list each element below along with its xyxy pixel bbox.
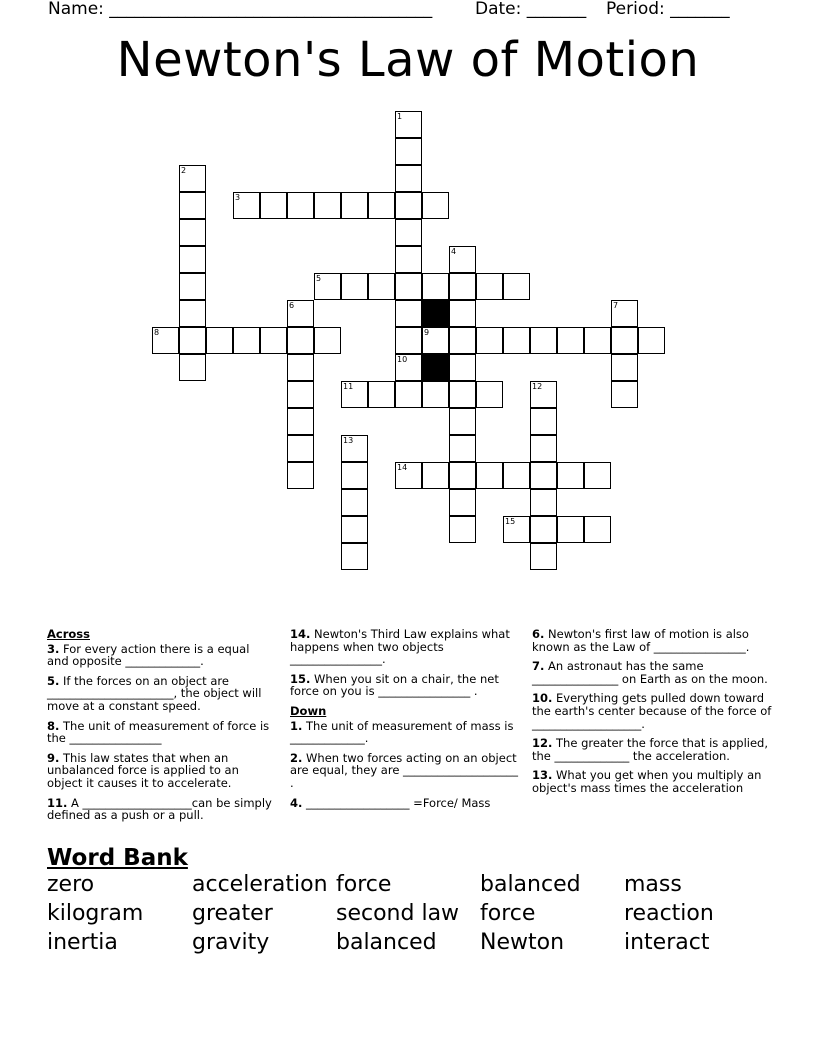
grid-cell[interactable] (341, 543, 368, 570)
clue-text: The greater the force that is applied, the _____________ the acceleration. (532, 736, 768, 763)
word-bank-word: balanced (336, 930, 437, 955)
grid-cell[interactable] (611, 354, 638, 381)
clue-number: 11 (343, 382, 354, 391)
grid-cell[interactable] (530, 435, 557, 462)
clue-number: 13 (343, 436, 354, 445)
grid-cell[interactable] (638, 327, 665, 354)
grid-cell[interactable] (611, 327, 638, 354)
grid-cell[interactable] (503, 273, 530, 300)
clues-column-2 (290, 628, 520, 816)
clue-item (290, 628, 520, 666)
clue-number: 2 (181, 166, 187, 175)
grid-cell[interactable] (422, 381, 449, 408)
grid-cell[interactable] (287, 354, 314, 381)
clue-item (290, 720, 520, 745)
clue-text: An astronaut has the same _______________ on Earth as on the moon. (532, 659, 768, 686)
grid-cell[interactable] (233, 327, 260, 354)
clue-text: Everything gets pulled down toward the earth's center because of the force of ___________________. (532, 691, 772, 731)
clue-number: 15 (505, 517, 516, 526)
word-bank (47, 872, 787, 959)
grid-cell[interactable] (179, 300, 206, 327)
clue-number: 6 (289, 301, 295, 310)
grid-cell[interactable] (395, 381, 422, 408)
grid-cell[interactable] (530, 462, 557, 489)
grid-cell[interactable] (530, 489, 557, 516)
clue-text: What you get when you multiply an object's mass times the acceleration (532, 768, 762, 795)
grid-cell[interactable] (449, 300, 476, 327)
grid-cell[interactable] (584, 462, 611, 489)
clue-number: 7 (613, 301, 619, 310)
grid-cell[interactable] (503, 327, 530, 354)
clue-text: Newton's Third Law explains what happens when two objects ________________. (290, 627, 510, 667)
clue-item (532, 628, 772, 653)
grid-cell[interactable] (260, 192, 287, 219)
clue-item (290, 797, 520, 810)
clue-item (47, 643, 272, 668)
grid-cell[interactable] (179, 192, 206, 219)
clue-number-label: 5. (47, 673, 60, 688)
clue-text: A ___________________can be simply defined as a push or a pull. (47, 795, 272, 823)
clue-number: 4 (451, 247, 457, 256)
blocked-cell (422, 354, 449, 381)
clue-number: 1 (397, 112, 403, 121)
grid-cell[interactable] (422, 273, 449, 300)
clue-item (532, 769, 772, 794)
clue-item (532, 660, 772, 685)
grid-cell[interactable] (557, 462, 584, 489)
page-title: Newton's Law of Motion (116, 32, 700, 88)
clue-number-label: 8. (47, 718, 60, 733)
grid-cell[interactable] (449, 273, 476, 300)
grid-cell[interactable] (449, 489, 476, 516)
clue-text: When two forces acting on an object are equal, they are ____________________ . (290, 750, 519, 790)
word-bank-word: gravity (192, 930, 270, 955)
grid-cell[interactable] (287, 462, 314, 489)
grid-cell[interactable] (368, 273, 395, 300)
grid-cell[interactable] (530, 516, 557, 543)
clue-item (47, 797, 272, 822)
clue-text: __________________ =Force/ Mass (302, 795, 491, 810)
grid-cell[interactable] (476, 462, 503, 489)
clue-text: The unit of measurement of mass is _____________. (290, 718, 514, 746)
word-bank-word: reaction (624, 901, 714, 926)
word-bank-word: inertia (47, 930, 118, 955)
clue-section-heading: Across (47, 627, 90, 641)
clue-item (290, 673, 520, 698)
clue-text: This law states that when an unbalanced force is applied to an object it causes it to accelerate. (47, 750, 239, 790)
grid-cell[interactable] (368, 381, 395, 408)
clue-number-label: 7. (532, 659, 545, 674)
clue-number: 10 (397, 355, 408, 364)
grid-cell[interactable] (287, 192, 314, 219)
clue-number: 12 (532, 382, 543, 391)
grid-cell[interactable] (395, 219, 422, 246)
word-bank-word: force (336, 872, 392, 897)
grid-cell[interactable] (341, 489, 368, 516)
grid-cell[interactable] (395, 300, 422, 327)
grid-cell[interactable] (179, 219, 206, 246)
grid-cell[interactable] (179, 354, 206, 381)
word-bank-word: interact (624, 930, 710, 955)
grid-cell[interactable] (530, 327, 557, 354)
grid-cell[interactable] (503, 462, 530, 489)
grid-cell[interactable] (476, 327, 503, 354)
grid-cell[interactable] (368, 192, 395, 219)
blocked-cell (422, 300, 449, 327)
clue-number-label: 10. (532, 691, 553, 706)
clue-number-label: 15. (290, 671, 311, 686)
clue-section-heading: Down (290, 703, 327, 718)
clue-item (532, 692, 772, 730)
clue-item (532, 737, 772, 762)
clue-text: When you sit on a chair, the net force on you is ________________ . (290, 671, 499, 699)
word-bank-word: mass (624, 872, 682, 897)
grid-cell[interactable] (287, 381, 314, 408)
grid-cell[interactable] (422, 462, 449, 489)
grid-cell[interactable] (557, 516, 584, 543)
grid-cell[interactable] (422, 192, 449, 219)
grid-cell[interactable] (449, 435, 476, 462)
word-bank-word: acceleration (192, 872, 328, 897)
word-bank-title: Word Bank (47, 845, 188, 871)
clue-number-label: 12. (532, 736, 553, 751)
grid-cell[interactable] (179, 327, 206, 354)
grid-cell[interactable] (395, 327, 422, 354)
word-bank-word: Newton (480, 930, 565, 955)
clue-number-label: 9. (47, 750, 60, 765)
word-bank-row (47, 872, 787, 901)
grid-cell[interactable] (287, 408, 314, 435)
grid-cell[interactable] (341, 462, 368, 489)
word-bank-row (47, 930, 787, 959)
grid-cell[interactable] (395, 246, 422, 273)
period-field-label[interactable]: Period: _______ (606, 0, 730, 19)
clues-column-1 (47, 628, 272, 829)
clue-number: 8 (154, 328, 160, 337)
clues-column-3 (532, 628, 772, 802)
clue-text: Newton's first law of motion is also known as the Law of ________________. (532, 627, 750, 654)
grid-cell[interactable] (341, 192, 368, 219)
clue-number-label: 4. (290, 795, 303, 810)
word-bank-word: greater (192, 901, 273, 926)
grid-cell[interactable] (179, 273, 206, 300)
word-bank-word: kilogram (47, 901, 144, 926)
grid-cell[interactable] (449, 462, 476, 489)
clue-number: 9 (424, 328, 430, 337)
grid-cell[interactable] (395, 138, 422, 165)
grid-cell[interactable] (611, 381, 638, 408)
clue-text: For every action there is a equal and opposite _____________. (47, 641, 250, 669)
clue-number: 14 (397, 463, 408, 472)
clue-number-label: 2. (290, 750, 303, 765)
clue-number-label: 13. (532, 768, 553, 783)
grid-cell[interactable] (584, 516, 611, 543)
grid-cell[interactable] (557, 327, 584, 354)
clue-number-label: 6. (532, 627, 545, 641)
word-bank-word: zero (47, 872, 95, 897)
grid-cell[interactable] (584, 327, 611, 354)
clue-text: If the forces on an object are ______________________, the object will move at a constant speed. (47, 673, 262, 713)
name-field-label[interactable]: Name: ______________________________________ (48, 0, 433, 19)
grid-cell[interactable] (314, 327, 341, 354)
grid-cell[interactable] (530, 408, 557, 435)
clue-item (47, 675, 272, 713)
grid-cell[interactable] (260, 327, 287, 354)
clue-number-label: 3. (47, 641, 60, 656)
grid-cell[interactable] (449, 354, 476, 381)
clue-item (47, 752, 272, 790)
grid-cell[interactable] (449, 327, 476, 354)
grid-cell[interactable] (341, 516, 368, 543)
clue-number-label: 11. (47, 795, 68, 810)
clue-number-label: 1. (290, 718, 303, 733)
grid-cell[interactable] (449, 381, 476, 408)
grid-cell[interactable] (287, 327, 314, 354)
clue-item (290, 752, 520, 790)
clue-text: The unit of measurement of force is the ________________ (47, 718, 270, 746)
grid-cell[interactable] (287, 435, 314, 462)
grid-cell[interactable] (206, 327, 233, 354)
grid-cell[interactable] (179, 246, 206, 273)
date-field-label[interactable]: Date: _______ (475, 0, 587, 19)
grid-cell[interactable] (395, 165, 422, 192)
grid-cell[interactable] (449, 408, 476, 435)
word-bank-word: force (480, 901, 536, 926)
word-bank-word: balanced (480, 872, 581, 897)
grid-cell[interactable] (314, 192, 341, 219)
grid-cell[interactable] (395, 192, 422, 219)
word-bank-row (47, 901, 787, 930)
clue-number: 5 (316, 274, 322, 283)
clue-number: 3 (235, 193, 241, 202)
grid-cell[interactable] (395, 273, 422, 300)
clue-number-label: 14. (290, 627, 311, 641)
grid-cell[interactable] (530, 543, 557, 570)
grid-cell[interactable] (341, 273, 368, 300)
clue-item (47, 720, 272, 745)
word-bank-word: second law (336, 901, 460, 926)
grid-cell[interactable] (449, 516, 476, 543)
grid-cell[interactable] (476, 273, 503, 300)
grid-cell[interactable] (476, 381, 503, 408)
